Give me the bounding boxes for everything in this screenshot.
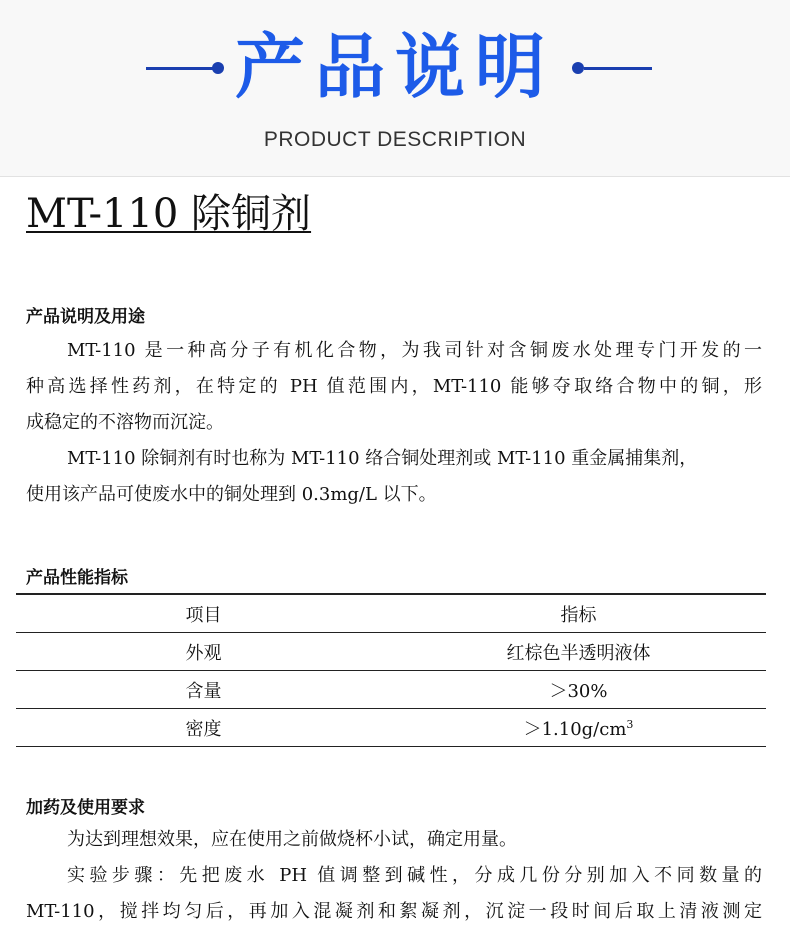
page-subtitle: PRODUCT DESCRIPTION <box>263 128 527 151</box>
density-unit-superscript: 3 <box>626 717 634 731</box>
specs-heading: 产品性能指标 <box>26 568 128 588</box>
table-row <box>16 633 766 671</box>
spec-value <box>391 709 766 747</box>
table-header-row <box>16 594 766 633</box>
table-row <box>16 671 766 709</box>
spec-value: ＞30% <box>391 671 766 709</box>
product-name: MT-110 除铜剂 <box>26 191 312 237</box>
table-row <box>16 709 766 747</box>
dosing-line: 实验步骤：先把废水 PH 值调整到碱性，分成几份分别加入不同数量的 <box>67 865 762 886</box>
dosing-heading: 加药及使用要求 <box>26 798 145 818</box>
spec-item: 含量 <box>16 671 391 709</box>
dosing-line: 为达到理想效果，应在使用之前做烧杯小试，确定用量。 <box>67 829 517 850</box>
usage-line: MT-110 是一种高分子有机化合物，为我司针对含铜废水处理专门开发的一 <box>67 340 762 361</box>
usage-line: MT-110 除铜剂有时也称为 MT-110 络合铜处理剂或 MT-110 重金属捕集剂， <box>67 448 698 469</box>
spec-value: 红棕色半透明液体 <box>391 633 766 671</box>
density-value: ＞1.10g/cm <box>523 718 627 740</box>
dosing-line: MT-110，搅拌均匀后，再加入混凝剂和絮凝剂，沉淀一段时间后取上清液测定 <box>26 901 762 922</box>
dosing-paragraph <box>26 822 762 930</box>
right-decor-line <box>584 67 652 70</box>
right-decor-dot-icon <box>572 62 584 74</box>
usage-line: 成稳定的不溶物而沉淀。 <box>26 412 224 433</box>
specs-table <box>16 593 766 747</box>
column-header-value: 指标 <box>391 594 766 633</box>
title-row <box>0 22 790 112</box>
column-header-item: 项目 <box>16 594 391 633</box>
page-header <box>0 0 790 177</box>
usage-line: 种高选择性药剂，在特定的 PH 值范围内，MT-110 能够夺取络合物中的铜，形 <box>26 376 762 397</box>
page-title: 产品说明 <box>235 26 555 108</box>
usage-heading: 产品说明及用途 <box>26 307 145 327</box>
spec-item: 外观 <box>16 633 391 671</box>
left-decor-dot-icon <box>212 62 224 74</box>
spec-item: 密度 <box>16 709 391 747</box>
usage-line: 使用该产品可使废水中的铜处理到 0.3mg/L 以下。 <box>26 484 437 505</box>
left-decor-line <box>146 67 214 70</box>
usage-paragraph <box>26 333 762 513</box>
